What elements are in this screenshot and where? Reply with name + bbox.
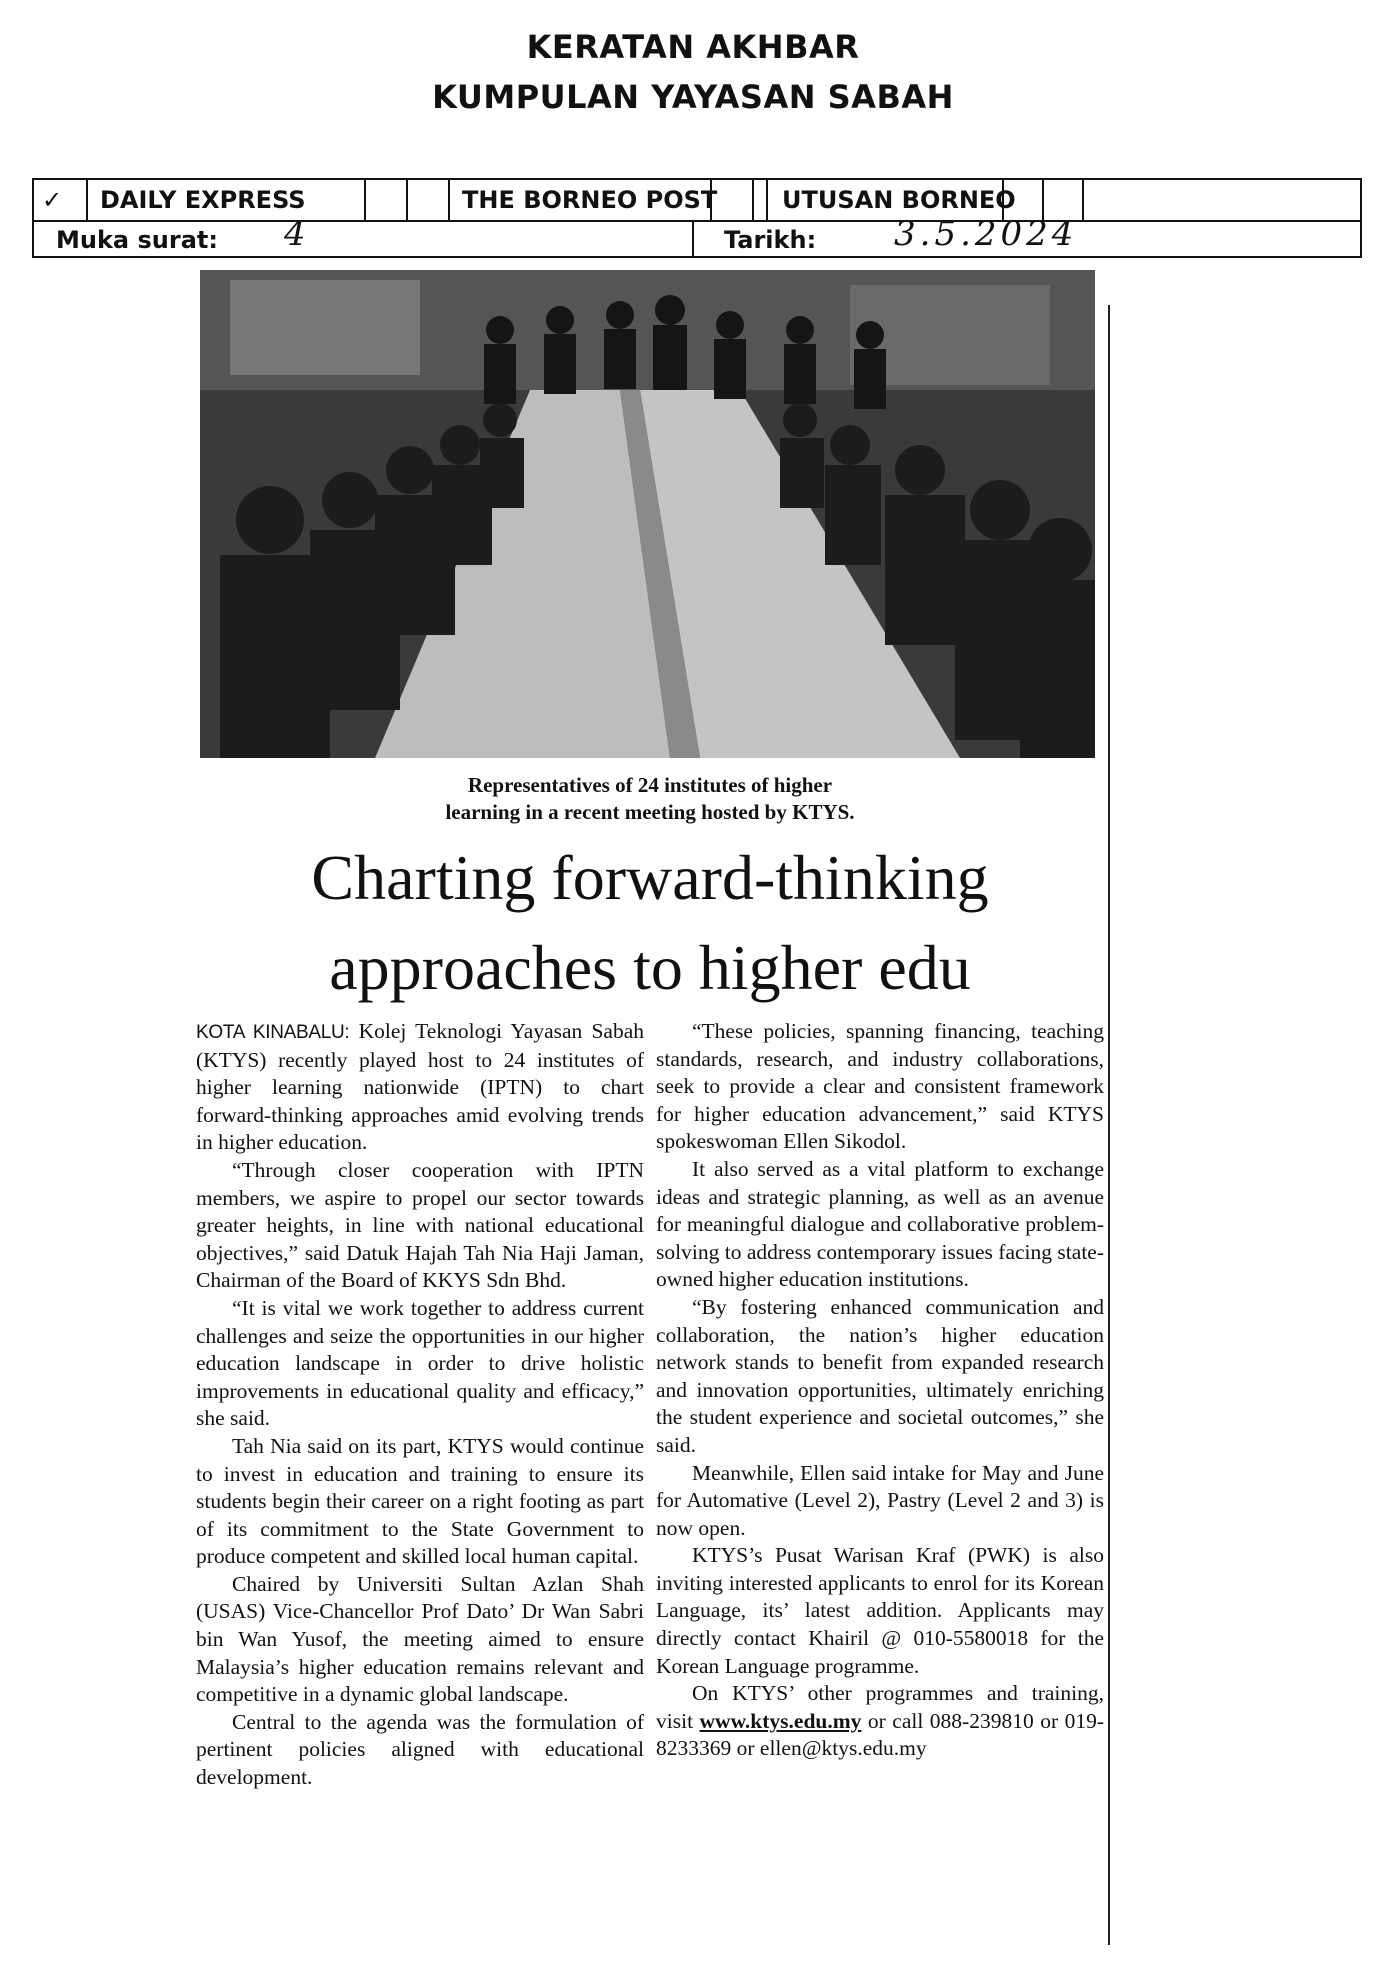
article-column-left bbox=[196, 1018, 644, 1792]
form-divider bbox=[86, 180, 88, 220]
article-paragraph: Chaired by Universiti Sultan Azlan Shah (USAS) Vice-Chancellor Prof Dato’ Dr Wan Sabri bin Wan Yusof, the meeting aimed to ensure Malaysia’s higher education remains relevant and competitive in a dynamic global landscape. bbox=[196, 1571, 644, 1707]
form-divider bbox=[364, 180, 366, 220]
article-paragraph: Meanwhile, Ellen said intake for May and June for Automative (Level 2), Pastry (Level 2 and 3) is now open. bbox=[656, 1460, 1104, 1540]
photo-caption-line1: Representatives of 24 institutes of higher bbox=[467, 773, 833, 797]
form-divider bbox=[692, 220, 694, 258]
article-column-right bbox=[656, 1018, 1104, 1763]
check-mark-icon: ✓ bbox=[42, 186, 63, 214]
page-label: Muka surat: bbox=[56, 226, 218, 254]
form-divider bbox=[34, 220, 1360, 222]
form-divider bbox=[448, 180, 450, 220]
article-paragraph: KTYS’s Pusat Warisan Kraf (PWK) is also inviting interested applicants to enrol for its Korean Language, its’ latest addition. Applicants may directly contact Khairil @ 010-5580018 for the Korean Language programme. bbox=[656, 1543, 1104, 1678]
article-paragraph: Tah Nia said on its part, KTYS would continue to invest in education and training to ensure its students begin their career on a right footing as part of its commitment to the State Government to produce competent and skilled local human capital. bbox=[196, 1433, 644, 1569]
paragraph-text: or call 088-239810 or 019-8233369 or ellen@ktys.edu.my bbox=[656, 1708, 1104, 1761]
form-divider bbox=[1082, 180, 1084, 220]
meeting-photo-image bbox=[200, 270, 1095, 758]
article-paragraph: Central to the agenda was the formulation of pertinent policies aligned with educational development. bbox=[196, 1709, 644, 1790]
photo-caption-line2: learning in a recent meeting hosted by KTYS. bbox=[445, 800, 855, 824]
paragraph-text: On KTYS’ other programmes and training, visit bbox=[656, 1681, 1104, 1733]
form-divider bbox=[406, 180, 408, 220]
paper-utusan-borneo: UTUSAN BORNEO bbox=[782, 186, 1016, 214]
article-paragraph: “Through closer cooperation with IPTN members, we aspire to propel our sector towards greater heights, in line with national educational objectives,” said Datuk Hajah Tah Nia Haji Jaman, Chairman of the Board of KKYS Sdn Bhd. bbox=[196, 1157, 644, 1293]
article-paragraph: It also served as a vital platform to exchange ideas and strategic planning, as well as an avenue for meaningful dialogue and collaborative problem-solving to address contemporary issues facing state-owned higher education institutions. bbox=[656, 1156, 1104, 1292]
article-paragraph bbox=[656, 1680, 1104, 1763]
organization-title: KUMPULAN YAYASAN SABAH bbox=[432, 78, 954, 116]
column-rule bbox=[1108, 305, 1110, 1945]
article-paragraph: “These policies, spanning financing, teaching standards, research, and industry collaborations, seek to provide a clear and consistent framework for higher education advancement,” said KTYS spokeswoman Ellen Sikodol. bbox=[656, 1019, 1104, 1154]
date-value: 3.5.2024 bbox=[894, 214, 1078, 254]
form-divider bbox=[710, 180, 712, 220]
website-link[interactable]: www.ktys.edu.my bbox=[699, 1708, 862, 1733]
meeting-photo bbox=[200, 270, 1095, 758]
date-label: Tarikh: bbox=[724, 226, 817, 254]
article-paragraph: “By fostering enhanced communication and collaboration, the nation’s higher education network stands to benefit from expanded research and innovation opportunities, ultimately enriching the student experience and societal outcomes,” she said. bbox=[656, 1294, 1104, 1457]
headline-line2: approaches to higher edu bbox=[329, 932, 971, 1003]
paper-daily-express: DAILY EXPRESS bbox=[100, 186, 306, 214]
clipping-form bbox=[32, 178, 1362, 258]
form-divider bbox=[766, 180, 768, 220]
clipping-title: KERATAN AKHBAR bbox=[526, 28, 860, 66]
headline-line1: Charting forward-thinking bbox=[311, 842, 989, 913]
paper-borneo-post: THE BORNEO POST bbox=[462, 186, 718, 214]
page-number: 4 bbox=[284, 214, 306, 254]
paragraph-text: Kolej Teknologi Yayasan Sabah (KTYS) recently played host to 24 institutes of higher learning nationwide (IPTN) to chart forward-thinking approaches amid evolving trends in higher education. bbox=[196, 1019, 645, 1155]
article-paragraph: “It is vital we work together to address current challenges and seize the opportunities in our higher education landscape in order to drive holistic improvements in educational quality and efficacy,” she said. bbox=[196, 1295, 644, 1431]
article-paragraph bbox=[196, 1018, 644, 1157]
dateline: KOTA KINABALU: bbox=[196, 1022, 350, 1043]
form-divider bbox=[752, 180, 754, 220]
